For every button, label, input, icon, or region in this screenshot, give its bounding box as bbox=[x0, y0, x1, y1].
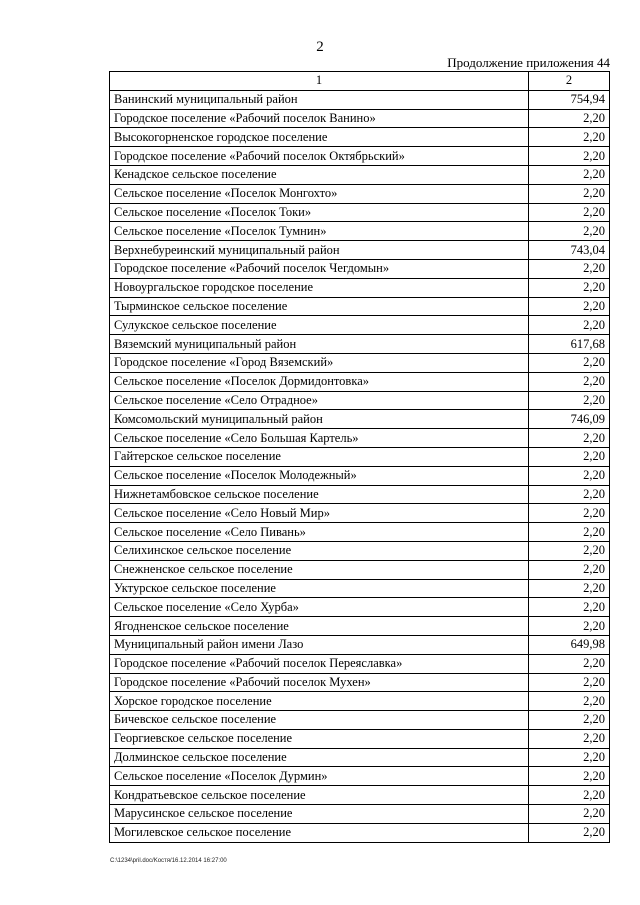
row-value-cell: 2,20 bbox=[529, 466, 610, 485]
row-name-cell: Городское поселение «Рабочий поселок Октябрьский» bbox=[110, 147, 529, 166]
row-name-cell: Гайтерское сельское поселение bbox=[110, 447, 529, 466]
row-value-cell: 2,20 bbox=[529, 184, 610, 203]
table-row bbox=[110, 767, 610, 786]
page-number: 2 bbox=[316, 39, 324, 55]
table-row bbox=[110, 241, 610, 260]
row-value-cell: 2,20 bbox=[529, 485, 610, 504]
table-row bbox=[110, 560, 610, 579]
column-header-2: 2 bbox=[529, 72, 610, 91]
row-value-cell: 2,20 bbox=[529, 447, 610, 466]
table-row bbox=[110, 203, 610, 222]
row-name-cell: Сельское поселение «Поселок Тумнин» bbox=[110, 222, 529, 241]
row-name-cell: Сельское поселение «Поселок Молодежный» bbox=[110, 466, 529, 485]
row-value-cell: 2,20 bbox=[529, 541, 610, 560]
row-name-cell: Городское поселение «Рабочий поселок Чегдомын» bbox=[110, 259, 529, 278]
table-row bbox=[110, 278, 610, 297]
row-name-cell: Кондратьевское сельское поселение bbox=[110, 786, 529, 805]
row-name-cell: Городское поселение «Рабочий поселок Мухен» bbox=[110, 673, 529, 692]
row-value-cell: 2,20 bbox=[529, 767, 610, 786]
row-value-cell: 2,20 bbox=[529, 316, 610, 335]
row-name-cell: Ванинский муниципальный район bbox=[110, 90, 529, 109]
row-value-cell: 2,20 bbox=[529, 560, 610, 579]
table-row bbox=[110, 372, 610, 391]
table-row bbox=[110, 485, 610, 504]
table-row bbox=[110, 391, 610, 410]
row-name-cell: Кенадское сельское поселение bbox=[110, 165, 529, 184]
file-path-footer: C:\1234\pril.doc/Kocтя/16.12.2014 16:27:00 bbox=[110, 858, 227, 864]
row-name-cell: Селихинское сельское поселение bbox=[110, 541, 529, 560]
table-row bbox=[110, 692, 610, 711]
row-value-cell: 2,20 bbox=[529, 711, 610, 730]
table-row bbox=[110, 598, 610, 617]
row-value-cell: 2,20 bbox=[529, 598, 610, 617]
row-name-cell: Сельское поселение «Село Отрадное» bbox=[110, 391, 529, 410]
table-row bbox=[110, 823, 610, 842]
table-row bbox=[110, 504, 610, 523]
row-value-cell: 2,20 bbox=[529, 203, 610, 222]
row-value-cell: 2,20 bbox=[529, 297, 610, 316]
row-name-cell: Бичевское сельское поселение bbox=[110, 711, 529, 730]
table-row bbox=[110, 729, 610, 748]
row-name-cell: Городское поселение «Город Вяземский» bbox=[110, 353, 529, 372]
row-name-cell: Вяземский муниципальный район bbox=[110, 335, 529, 354]
row-value-cell: 743,04 bbox=[529, 241, 610, 260]
row-value-cell: 2,20 bbox=[529, 692, 610, 711]
row-value-cell: 2,20 bbox=[529, 222, 610, 241]
row-value-cell: 2,20 bbox=[529, 786, 610, 805]
table-row bbox=[110, 297, 610, 316]
row-name-cell: Комсомольский муниципальный район bbox=[110, 410, 529, 429]
row-name-cell: Сельское поселение «Село Пивань» bbox=[110, 523, 529, 542]
row-value-cell: 2,20 bbox=[529, 729, 610, 748]
row-value-cell: 2,20 bbox=[529, 579, 610, 598]
table-row bbox=[110, 654, 610, 673]
table-row bbox=[110, 147, 610, 166]
row-value-cell: 2,20 bbox=[529, 278, 610, 297]
table-row bbox=[110, 222, 610, 241]
data-table bbox=[109, 71, 610, 843]
row-value-cell: 2,20 bbox=[529, 147, 610, 166]
table-row bbox=[110, 805, 610, 824]
continuation-label: Продолжение приложения 44 bbox=[447, 55, 610, 70]
row-name-cell: Верхнебуреинский муниципальный район bbox=[110, 241, 529, 260]
table-row bbox=[110, 786, 610, 805]
table-row bbox=[110, 711, 610, 730]
row-value-cell: 2,20 bbox=[529, 523, 610, 542]
row-name-cell: Сельское поселение «Поселок Монгохто» bbox=[110, 184, 529, 203]
row-name-cell: Сельское поселение «Поселок Токи» bbox=[110, 203, 529, 222]
row-name-cell: Долминское сельское поселение bbox=[110, 748, 529, 767]
row-name-cell: Сельское поселение «Село Новый Мир» bbox=[110, 504, 529, 523]
row-name-cell: Сельское поселение «Поселок Дормидонтовка» bbox=[110, 372, 529, 391]
table-row bbox=[110, 466, 610, 485]
table-body bbox=[110, 90, 610, 842]
row-name-cell: Сельское поселение «Село Большая Картель» bbox=[110, 429, 529, 448]
row-value-cell: 754,94 bbox=[529, 90, 610, 109]
row-name-cell: Сельское поселение «Поселок Дурмин» bbox=[110, 767, 529, 786]
table-row bbox=[110, 410, 610, 429]
table-row bbox=[110, 184, 610, 203]
table-row bbox=[110, 673, 610, 692]
row-name-cell: Тырминское сельское поселение bbox=[110, 297, 529, 316]
row-value-cell: 2,20 bbox=[529, 165, 610, 184]
row-value-cell: 2,20 bbox=[529, 353, 610, 372]
row-name-cell: Новоургальское городское поселение bbox=[110, 278, 529, 297]
table-row bbox=[110, 635, 610, 654]
row-name-cell: Георгиевское сельское поселение bbox=[110, 729, 529, 748]
row-value-cell: 2,20 bbox=[529, 823, 610, 842]
table-row bbox=[110, 259, 610, 278]
row-value-cell: 2,20 bbox=[529, 805, 610, 824]
row-value-cell: 2,20 bbox=[529, 128, 610, 147]
table-row bbox=[110, 353, 610, 372]
row-name-cell: Нижнетамбовское сельское поселение bbox=[110, 485, 529, 504]
row-name-cell: Марусинское сельское поселение bbox=[110, 805, 529, 824]
row-name-cell: Сельское поселение «Село Хурба» bbox=[110, 598, 529, 617]
row-name-cell: Могилевское сельское поселение bbox=[110, 823, 529, 842]
table-row bbox=[110, 335, 610, 354]
row-value-cell: 746,09 bbox=[529, 410, 610, 429]
table-row bbox=[110, 109, 610, 128]
table-row bbox=[110, 90, 610, 109]
row-value-cell: 2,20 bbox=[529, 109, 610, 128]
row-name-cell: Высокогорненское городское поселение bbox=[110, 128, 529, 147]
table-header-row bbox=[110, 72, 610, 91]
table-row bbox=[110, 128, 610, 147]
row-name-cell: Городское поселение «Рабочий поселок Ванино» bbox=[110, 109, 529, 128]
row-value-cell: 2,20 bbox=[529, 748, 610, 767]
table-row bbox=[110, 447, 610, 466]
row-name-cell: Городское поселение «Рабочий поселок Переяславка» bbox=[110, 654, 529, 673]
table-row bbox=[110, 316, 610, 335]
row-value-cell: 2,20 bbox=[529, 259, 610, 278]
row-value-cell: 2,20 bbox=[529, 504, 610, 523]
table-row bbox=[110, 748, 610, 767]
row-name-cell: Ягодненское сельское поселение bbox=[110, 617, 529, 636]
row-value-cell: 617,68 bbox=[529, 335, 610, 354]
row-value-cell: 2,20 bbox=[529, 391, 610, 410]
table-row bbox=[110, 165, 610, 184]
row-name-cell: Уктурское сельское поселение bbox=[110, 579, 529, 598]
table-row bbox=[110, 523, 610, 542]
row-name-cell: Снежненское сельское поселение bbox=[110, 560, 529, 579]
table-row bbox=[110, 617, 610, 636]
row-value-cell: 2,20 bbox=[529, 673, 610, 692]
row-name-cell: Муниципальный район имени Лазо bbox=[110, 635, 529, 654]
table-row bbox=[110, 541, 610, 560]
row-value-cell: 649,98 bbox=[529, 635, 610, 654]
row-value-cell: 2,20 bbox=[529, 429, 610, 448]
row-name-cell: Хорское городское поселение bbox=[110, 692, 529, 711]
table-row bbox=[110, 579, 610, 598]
row-value-cell: 2,20 bbox=[529, 617, 610, 636]
row-value-cell: 2,20 bbox=[529, 372, 610, 391]
column-header-1: 1 bbox=[110, 72, 529, 91]
row-value-cell: 2,20 bbox=[529, 654, 610, 673]
table-row bbox=[110, 429, 610, 448]
row-name-cell: Сулукское сельское поселение bbox=[110, 316, 529, 335]
